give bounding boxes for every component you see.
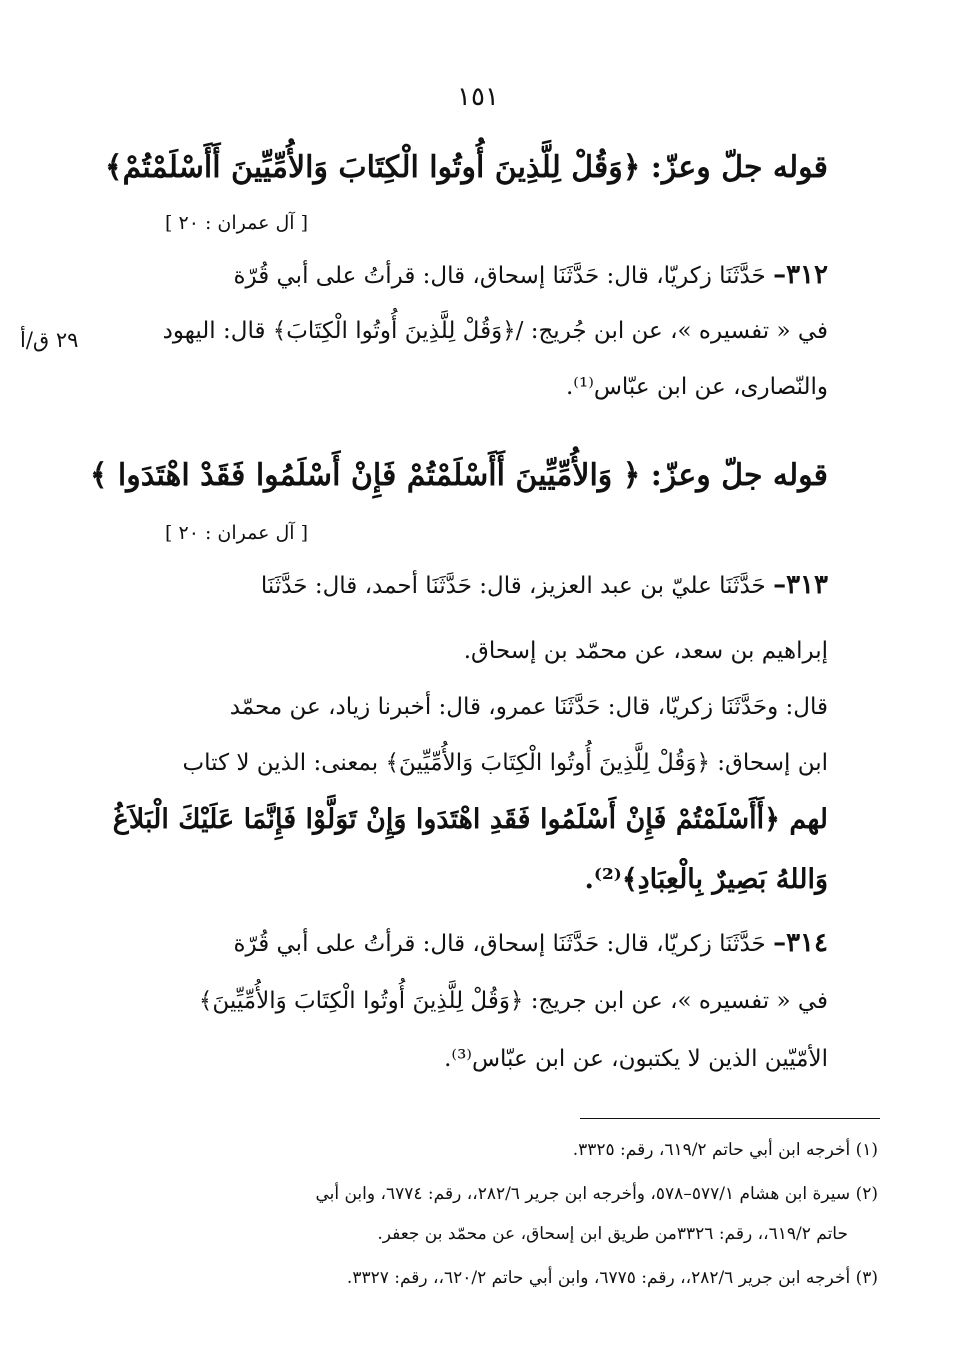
section-heading: قوله جلّ وعزّ: ﴿ وَالأُمِّيِّينَ أَأَسْلَمْتُمْ فَإِنْ أَسْلَمُوا فَقَدْ اهْتَدَوا ﴾ [89,458,828,493]
footnote: (٢) سيرة ابن هشام ٥٧٧/١–٥٧٨، وأخرجه ابن جرير ٢٨٢/٦،، رقم: ٦٧٧٤، وابن أبي [315,1184,878,1204]
verse-reference: [ آل عمران : ٢٠ ] [165,522,308,544]
text-line: لهم ﴿أَأَسْلَمْتُمْ فَإِنْ أَسْلَمُوا فَقَدِ اهْتَدَوا وَإِنْ تَوَلَّوْا فَإِنَّمَا عَلَيْكَ الْبَلاَغُ [112,804,828,835]
entry-number: ٣١٤– [773,928,828,958]
text-line [108,928,828,958]
text-line: ابن إسحاق: ﴿وَقُلْ لِلَّذِينَ أُوتُوا الْكِتَابَ وَالأُمِّيِّينَ﴾ بمعنى: الذين لا كتاب [182,750,828,776]
section-heading: قوله جلّ وعزّ: ﴿وَقُلْ لِلَّذِينَ أُوتُوا الْكِتَابَ وَالأُمِّيِّينَ أَأَسْلَمْتُمْ﴾ [104,150,828,185]
text-line: في « تفسيره »، عن ابن جُريج: /﴿وَقُلْ لِلَّذِينَ أُوتُوا الْكِتَابَ﴾ قال: اليهود [162,318,828,344]
footnote-divider [580,1118,880,1119]
footnote: (١) أخرجه ابن أبي حاتم ٦١٩/٢، رقم: ٣٣٢٥. [572,1140,878,1160]
verse-reference: [ آل عمران : ٢٠ ] [165,212,308,234]
text-line: إبراهيم بن سعد، عن محمّد بن إسحاق. [463,638,828,664]
text-line: في « تفسيره »، عن ابن جريج: ﴿وَقُلْ لِلَّذِينَ أُوتُوا الْكِتَابَ وَالأُمِّيِّينَ﴾ [198,988,828,1014]
footnote-continuation: حاتم ٦١٩/٢،، رقم: ٣٣٢٦من طريق ابن إسحاق، عن محمّد بن جعفر. [377,1224,848,1244]
footnote: (٣) أخرجه ابن جرير ٢٨٢/٦،، رقم: ٦٧٧٥، وابن أبي حاتم ٦٢٠/٢،، رقم: ٣٣٢٧. [346,1268,878,1288]
text-line: الأمّيّين الذين لا يكتبون، عن ابن عبّاس⁽³⁾. [444,1046,828,1072]
text-span: حَدَّثَنَا عليّ بن عبد العزيز، قال: حَدَّثَنَا أحمد، قال: حَدَّثَنَا [260,573,766,599]
text-span: حَدَّثَنَا زكريّا، قال: حَدَّثَنَا إسحاق، قال: قرأتُ على أبي قُرّة [233,931,766,957]
text-line: والنّصارى، عن ابن عبّاس⁽¹⁾. [566,374,828,400]
text-line [108,570,828,600]
entry-number: ٣١٣– [773,570,828,600]
text-line: قال: وحَدَّثَنَا زكريّا، قال: حَدَّثَنَا عمرو، قال: أخبرنا زياد، عن محمّد [229,694,828,720]
page-number: ١٥١ [457,82,499,112]
entry-number: ٣١٢– [773,260,828,290]
manuscript-folio-note: ٢٩ ق/أ [20,328,79,352]
text-line: وَاللهُ بَصِيرٌ بِالْعِبَادِ﴾⁽²⁾. [584,864,828,895]
text-span: حَدَّثَنَا زكريّا، قال: حَدَّثَنَا إسحاق، قال: قرأتُ على أبي قُرّة [233,263,766,289]
text-line [108,260,828,290]
